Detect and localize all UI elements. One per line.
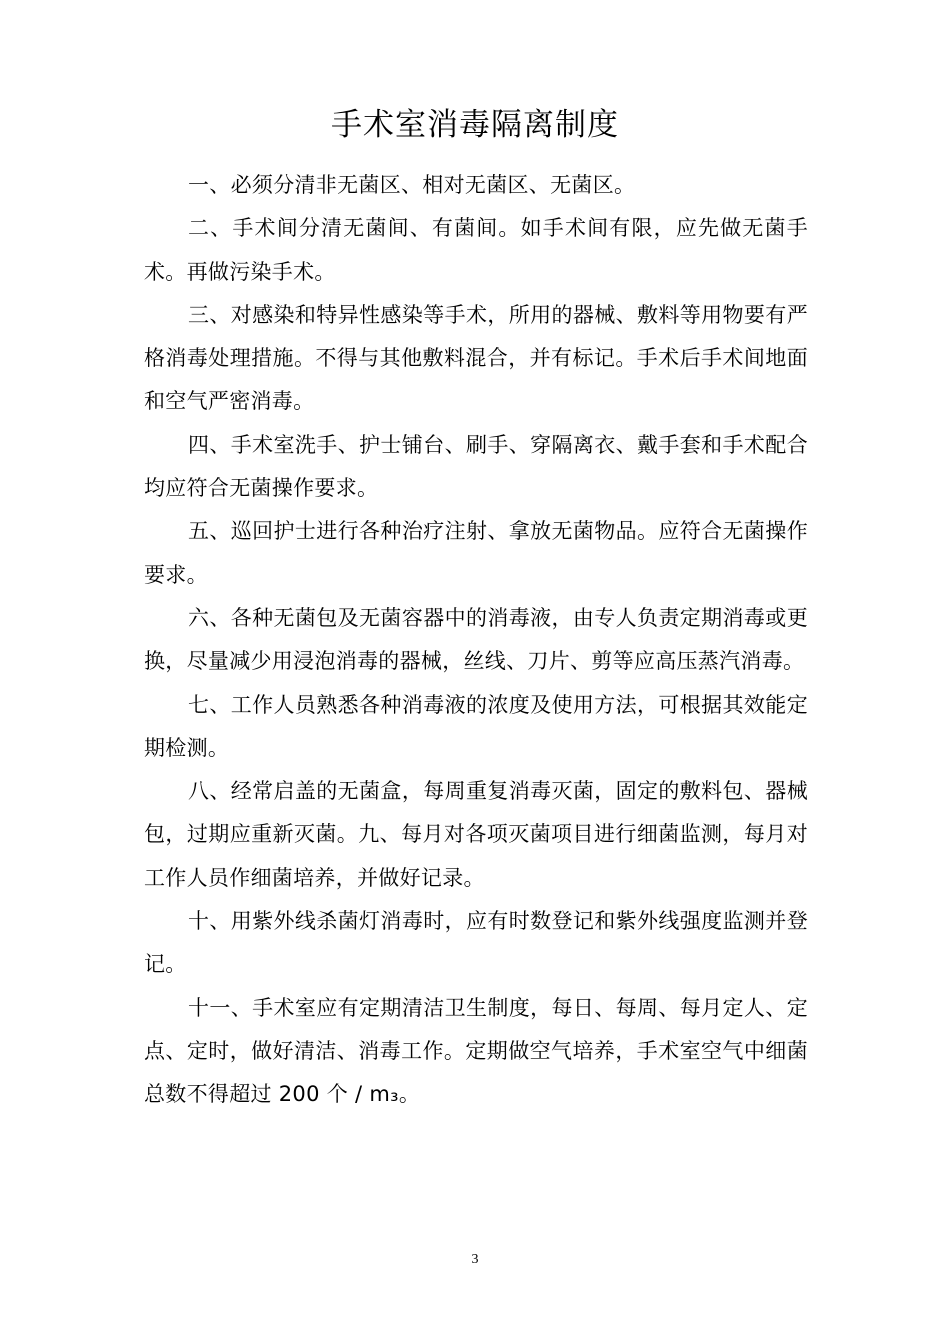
document-body bbox=[144, 164, 808, 1117]
paragraph-3: 三、对感染和特异性感染等手术，所用的器械、敷料等用物要有严格消毒处理措施。不得与其他敷料混合，并有标记。手术后手术间地面和空气严密消毒。 bbox=[144, 302, 808, 414]
paragraph-6: 六、各种无菌包及无菌容器中的消毒液，由专人负责定期消毒或更换，尽量减少用浸泡消毒的器械，丝线、刀片、剪等应高压蒸汽消毒。 bbox=[144, 605, 808, 674]
paragraph-10: 十一、手术室应有定期清洁卫生制度，每日、每周、每月定人、定点、定时，做好清洁、消毒工作。定期做空气培养，手术室空气中细菌总数不得超过 200 个 / m₃。 bbox=[144, 995, 808, 1107]
paragraph-4: 四、手术室洗手、护士铺台、刷手、穿隔离衣、戴手套和手术配合均应符合无菌操作要求。 bbox=[144, 432, 808, 501]
paragraph-8: 八、经常启盖的无菌盒，每周重复消毒灭菌，固定的敷料包、器械包，过期应重新灭菌。九、每月对各项灭菌项目进行细菌监测，每月对工作人员作细菌培养，并做好记录。 bbox=[144, 779, 808, 890]
paragraph-7: 七、工作人员熟悉各种消毒液的浓度及使用方法，可根据其效能定期检测。 bbox=[144, 692, 808, 760]
page-number: 3 bbox=[471, 1252, 479, 1267]
paragraph-5: 五、巡回护士进行各种治疗注射、拿放无菌物品。应符合无菌操作要求。 bbox=[144, 519, 808, 587]
paragraph-9: 十、用紫外线杀菌灯消毒时，应有时数登记和紫外线强度监测并登记。 bbox=[144, 909, 808, 977]
document-title: 手术室消毒隔离制度 bbox=[331, 107, 619, 143]
paragraph-2: 二、手术间分清无菌间、有菌间。如手术间有限，应先做无菌手术。再做污染手术。 bbox=[144, 216, 808, 284]
paragraph-1: 一、必须分清非无菌区、相对无菌区、无菌区。 bbox=[188, 173, 636, 197]
